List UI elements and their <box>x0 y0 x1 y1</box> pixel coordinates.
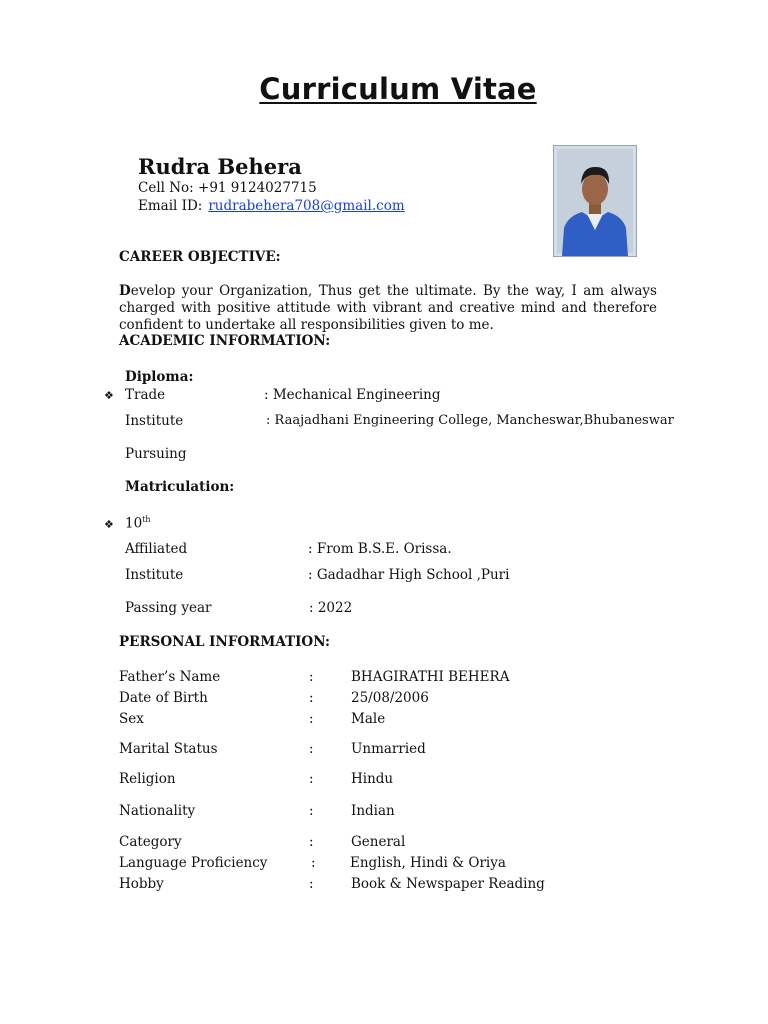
matriculation-heading: Matriculation: <box>125 479 235 495</box>
objective-body: evelop your Organization, Thus get the ultimate. By the way, I am always charged with positive attitude with vibrant and creative mind and therefore confident to undertake all responsibilities given to me. <box>119 283 657 334</box>
diploma-institute-value: : Raajadhani Engineering College, Mancheswar,Bhubaneswar <box>266 413 674 428</box>
personal-row-value: BHAGIRATHI BEHERA <box>351 669 510 685</box>
academic-heading: ACADEMIC INFORMATION: <box>119 333 331 349</box>
personal-row-colon: : <box>309 771 314 787</box>
personal-row-label: Date of Birth <box>119 690 208 706</box>
personal-row-colon: : <box>309 690 314 706</box>
profile-photo-image <box>554 146 636 256</box>
personal-heading: PERSONAL INFORMATION: <box>119 634 331 650</box>
personal-row-colon: : <box>309 834 314 850</box>
personal-row-colon: : <box>309 741 314 757</box>
trade-label: Trade <box>125 387 166 403</box>
personal-row-value: Unmarried <box>351 741 426 757</box>
diamond-bullet-icon: ❖ <box>104 518 114 531</box>
personal-row-label: Father’s Name <box>119 669 221 685</box>
school-institute-value: : Gadadhar High School ,Puri <box>308 567 510 583</box>
personal-row-label: Hobby <box>119 876 164 892</box>
personal-row-colon: : <box>311 855 316 871</box>
matric-level-suffix: th <box>142 515 151 524</box>
personal-row-value: Hindu <box>351 771 394 787</box>
personal-row-label: Language Proficiency <box>119 855 268 871</box>
personal-row-value: Book & Newspaper Reading <box>351 876 545 892</box>
career-objective-heading: CAREER OBJECTIVE: <box>119 249 281 265</box>
personal-row-label: Religion <box>119 771 176 787</box>
cell-value: +91 9124027715 <box>198 180 317 196</box>
email-line <box>138 198 405 214</box>
personal-row-value: Indian <box>351 803 395 819</box>
career-objective-text <box>119 283 657 335</box>
email-link[interactable]: rudrabehera708@gmail.com <box>208 198 405 214</box>
diploma-status: Pursuing <box>125 446 187 462</box>
personal-row-value: Male <box>351 711 386 727</box>
trade-value: : Mechanical Engineering <box>264 387 441 403</box>
personal-row-value: English, Hindi & Oriya <box>350 855 506 871</box>
personal-row-colon: : <box>309 876 314 892</box>
personal-row-value: 25/08/2006 <box>351 690 429 706</box>
personal-row-colon: : <box>309 669 314 685</box>
personal-row-label: Marital Status <box>119 741 218 757</box>
email-label: Email ID: <box>138 198 203 214</box>
personal-row-colon: : <box>309 711 314 727</box>
personal-row-label: Sex <box>119 711 144 727</box>
affiliated-label: Affiliated <box>125 541 188 557</box>
personal-row-label: Category <box>119 834 182 850</box>
cell-label: Cell No: <box>138 180 194 196</box>
cell-number-line <box>138 180 317 196</box>
passing-year-value: : 2022 <box>309 600 353 616</box>
personal-row-colon: : <box>309 803 314 819</box>
profile-photo <box>553 145 637 257</box>
affiliated-value: : From B.S.E. Orissa. <box>308 541 452 557</box>
personal-row-label: Nationality <box>119 803 196 819</box>
document-title: Curriculum Vitae <box>259 72 537 106</box>
passing-year-label: Passing year <box>125 600 212 616</box>
diamond-bullet-icon: ❖ <box>104 389 114 402</box>
candidate-name: Rudra Behera <box>138 154 302 179</box>
school-institute-label: Institute <box>125 567 184 583</box>
personal-row-value: General <box>351 834 406 850</box>
objective-first-letter: D <box>119 283 131 299</box>
matric-level-number: 10 <box>125 515 143 532</box>
diploma-institute-label: Institute <box>125 413 184 429</box>
matric-level <box>125 515 151 532</box>
diploma-heading: Diploma: <box>125 369 194 385</box>
